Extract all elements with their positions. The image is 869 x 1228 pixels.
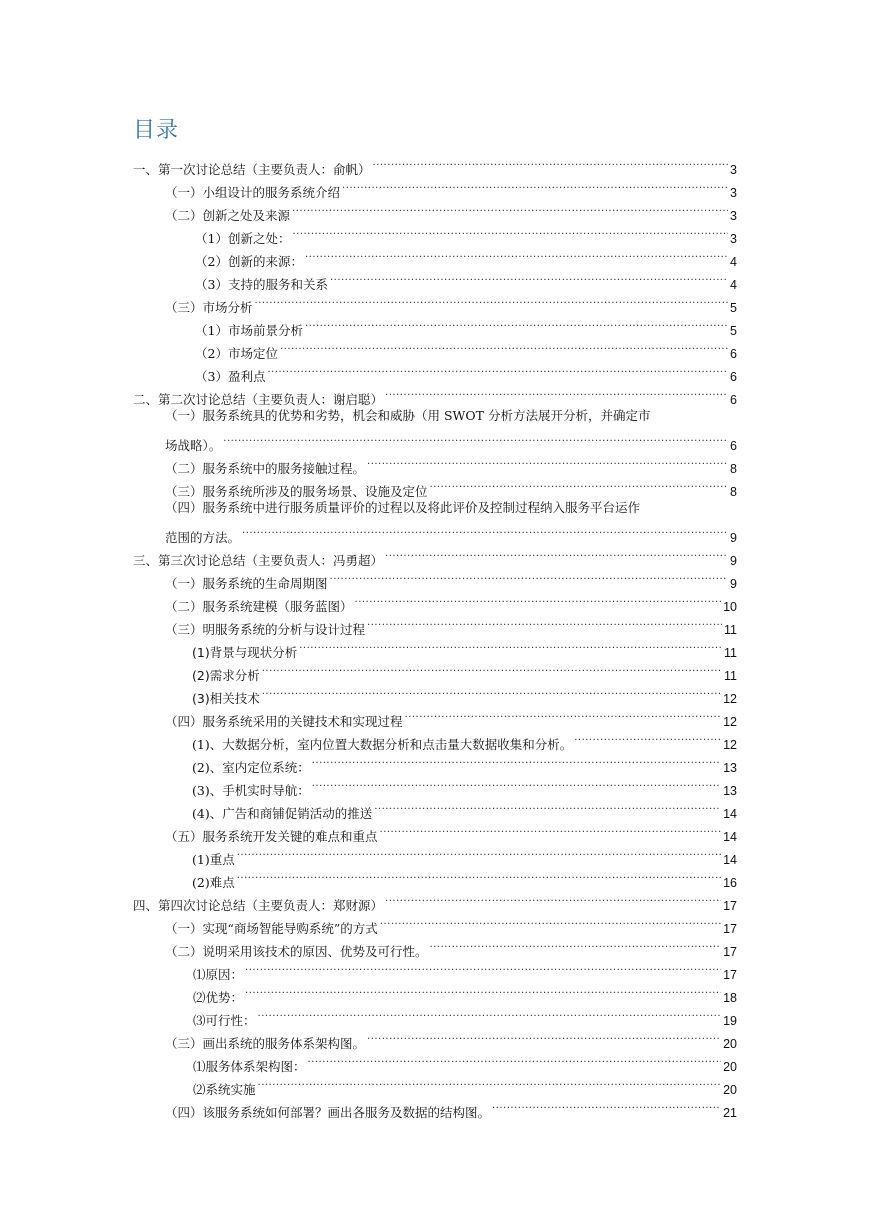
toc-entry-level3[interactable]: ⑴服务体系架构图： ..... 20 <box>193 1048 737 1071</box>
toc-entry-level3[interactable]: （2）创新的来源： ..... 4 <box>195 243 737 266</box>
toc-entry-level2[interactable]: （一）服务系统的生命周期图 ..... 9 <box>165 565 737 588</box>
toc-entry-level3[interactable]: （3）盈利点 ..... 6 <box>195 358 737 381</box>
toc-entry-level2[interactable]: （一）实现“商场智能导购系统”的方式 ..... 17 <box>165 910 737 933</box>
toc-entry-level2-line2[interactable]: 场战略）。 ..... 6 <box>165 427 737 450</box>
toc-entry-level3[interactable]: ⑵系统实施 ..... 20 <box>193 1071 737 1094</box>
toc-entry-level3[interactable]: （3）支持的服务和关系 ..... 4 <box>195 266 737 289</box>
toc-entry-level1[interactable]: 四、第四次讨论总结（主要负责人：郑财源） ..... 17 <box>133 887 737 910</box>
toc-entry-level3[interactable]: ⑶可行性： ..... 19 <box>193 1002 737 1025</box>
toc-entry-level2[interactable]: （三）市场分析 ..... 5 <box>165 289 737 312</box>
toc-entry-level3[interactable]: （2）市场定位 ..... 6 <box>195 335 737 358</box>
toc-entry-level2[interactable]: （五）服务系统开发关键的难点和重点 ..... 14 <box>165 818 737 841</box>
toc-entry-level2[interactable]: （三）明服务系统的分析与设计过程 ..... 11 <box>165 611 737 634</box>
toc-entry-level1[interactable]: 三、第三次讨论总结（主要负责人：冯勇超） ..... 9 <box>133 542 737 565</box>
toc-entry-level2-line1[interactable]: （四）服务系统中进行服务质量评价的过程以及将此评价及控制过程纳入服务平台运作 <box>165 500 641 515</box>
toc-entry-level1[interactable]: 二、第二次讨论总结（主要负责人：谢启聪） ..... 6 <box>133 381 737 404</box>
toc-entry-level2[interactable]: （一）小组设计的服务系统介绍 ..... 3 <box>165 174 737 197</box>
toc-entry-level3[interactable]: ⑴原因： ..... 17 <box>193 956 737 979</box>
toc-entry-level2[interactable]: （二）说明采用该技术的原因、优势及可行性。 ..... 17 <box>165 933 737 956</box>
toc-entry-level3[interactable]: ⑵优势： ..... 18 <box>193 979 737 1002</box>
toc-entry-level3[interactable]: (1)重点 ..... 14 <box>192 841 737 864</box>
toc-entry-level3[interactable]: (3)、手机实时导航： ..... 13 <box>192 772 737 795</box>
toc-entry-level3[interactable]: (1)背景与现状分析 ..... 11 <box>192 634 737 657</box>
toc-entry-level2[interactable]: （四）服务系统采用的关键技术和实现过程 ..... 12 <box>165 703 737 726</box>
toc-entry-level3[interactable]: (2)难点 ..... 16 <box>192 864 737 887</box>
toc-entry-level2[interactable]: （三）画出系统的服务体系架构图。 ..... 20 <box>165 1025 737 1048</box>
toc-entry-level3[interactable]: (4)、广告和商铺促销活动的推送 ..... 14 <box>192 795 737 818</box>
toc-entry-level2[interactable]: （四）该服务系统如何部署？画出各服务及数据的结构图。 ..... 21 <box>165 1094 737 1117</box>
toc-entry-level3[interactable]: （1）市场前景分析 ..... 5 <box>195 312 737 335</box>
toc-entry-level3[interactable]: (2)需求分析 ..... 11 <box>192 657 737 680</box>
toc-title: 目录 <box>133 118 180 143</box>
toc-entry-level2-line2[interactable]: 范围的方法。 ..... 9 <box>165 519 737 542</box>
toc-entry-level2[interactable]: （三）服务系统所涉及的服务场景、设施及定位 ..... 8 <box>165 473 737 496</box>
toc-entry-level3[interactable]: (1)、大数据分析，室内位置大数据分析和点击量大数据收集和分析。 ..... 12 <box>192 726 737 749</box>
toc-entry-level3[interactable]: (2)、室内定位系统： ..... 13 <box>192 749 737 772</box>
toc-entry-level1[interactable]: 一、第一次讨论总结（主要负责人：俞帆） ..... 3 <box>133 151 737 174</box>
toc-entry-level3[interactable]: （1）创新之处： ..... 3 <box>195 220 737 243</box>
toc-entry-level2[interactable]: （二）服务系统建模（服务蓝图） ..... 10 <box>165 588 737 611</box>
toc-entry-level2[interactable]: （二）服务系统中的服务接触过程。 ..... 8 <box>165 450 737 473</box>
toc-entry-level3[interactable]: (3)相关技术 ..... 12 <box>192 680 737 703</box>
toc-entry-level2-line1[interactable]: （一）服务系统具的优势和劣势，机会和威胁（用 SWOT 分析方法展开分析，并确定市 <box>165 408 651 423</box>
toc-entry-level2[interactable]: （二）创新之处及来源 ..... 3 <box>165 197 737 220</box>
